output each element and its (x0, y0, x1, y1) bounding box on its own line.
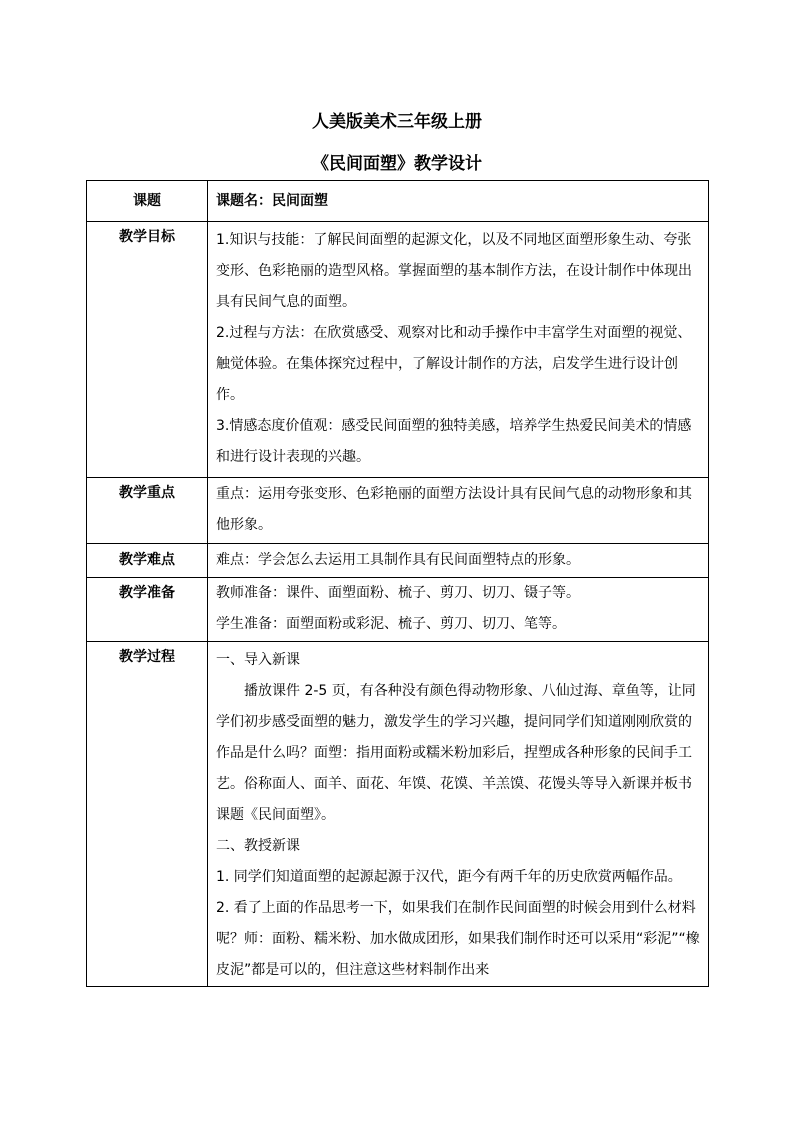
table-row-key-points (87, 478, 709, 544)
row-label-topic: 课题 (87, 181, 208, 222)
topic-content: 课题名：民间面塑 (208, 181, 709, 222)
document-title: 人美版美术三年级上册 (312, 112, 482, 132)
row-label-goals: 教学目标 (87, 222, 208, 478)
student-preparation: 学生准备：面塑面粉或彩泥、梳子、剪刀、切刀、笔等。 (216, 616, 566, 632)
process-intro-text: 播放课件 2-5 页，有各种没有颜色得动物形象、八仙过海、章鱼等，让同学们初步感受面塑的魅力，激发学生的学习兴趣，提问同学们知道刚刚欣赏的作品是什么吗？面塑：指用面粉或糯米粉加彩后，捏塑成各种形象的民间手工艺。俗称面人、面羊、面花、年馍、花馍、羊羔馍、花馒头等导入新课并板书课题《民间面塑》。 (216, 683, 696, 823)
document-subtitle: 《民间面塑》教学设计 (312, 154, 482, 174)
table-row-difficulty (87, 544, 709, 578)
row-label-key-points: 教学重点 (87, 478, 208, 544)
table-row-preparation (87, 578, 709, 642)
process-heading-intro: 一、导入新课 (216, 652, 300, 668)
process-heading-teaching: 二、教授新课 (216, 838, 300, 854)
row-label-difficulty: 教学难点 (87, 544, 208, 578)
row-label-preparation: 教学准备 (87, 578, 208, 642)
preparation-content (208, 578, 709, 642)
lesson-plan-table (86, 180, 709, 987)
teacher-preparation: 教师准备：课件、面塑面粉、梳子、剪刀、切刀、镊子等。 (216, 585, 580, 601)
goals-content (208, 222, 709, 478)
key-points-content (208, 478, 709, 544)
table-row-goals (87, 222, 709, 478)
goal-process: 2.过程与方法：在欣赏感受、观察对比和动手操作中丰富学生对面塑的视觉、触觉体验。在集体探究过程中，了解设计制作的方法，启发学生进行设计创作。 (216, 325, 692, 403)
process-step-2: 2. 看了上面的作品思考一下，如果我们在制作民间面塑的时候会用到什么材料呢？师：面粉、糯米粉、加水做成团形，如果我们制作时还可以采用“彩泥”“橡皮泥”都是可以的，但注意这些材料制作出来 (216, 900, 700, 978)
goal-attitude: 3.情感态度价值观：感受民间面塑的独特美感，培养学生热爱民间美术的情感和进行设计表现的兴趣。 (216, 418, 692, 465)
row-label-process: 教学过程 (87, 642, 208, 987)
difficulty-content: 难点：学会怎么去运用工具制作具有民间面塑特点的形象。 (208, 544, 709, 578)
table-row-topic (87, 181, 709, 222)
table-row-process (87, 642, 709, 987)
key-points-text: 重点：运用夸张变形、色彩艳丽的面塑方法设计具有民间气息的动物形象和其他形象。 (216, 486, 692, 533)
process-content (208, 642, 709, 987)
goal-knowledge: 1.知识与技能：了解民间面塑的起源文化，以及不同地区面塑形象生动、夸张变形、色彩艳丽的造型风格。掌握面塑的基本制作方法，在设计制作中体现出具有民间气息的面塑。 (216, 232, 692, 310)
process-step-1: 1. 同学们知道面塑的起源起源于汉代，距今有两千年的历史欣赏两幅作品。 (216, 869, 682, 885)
